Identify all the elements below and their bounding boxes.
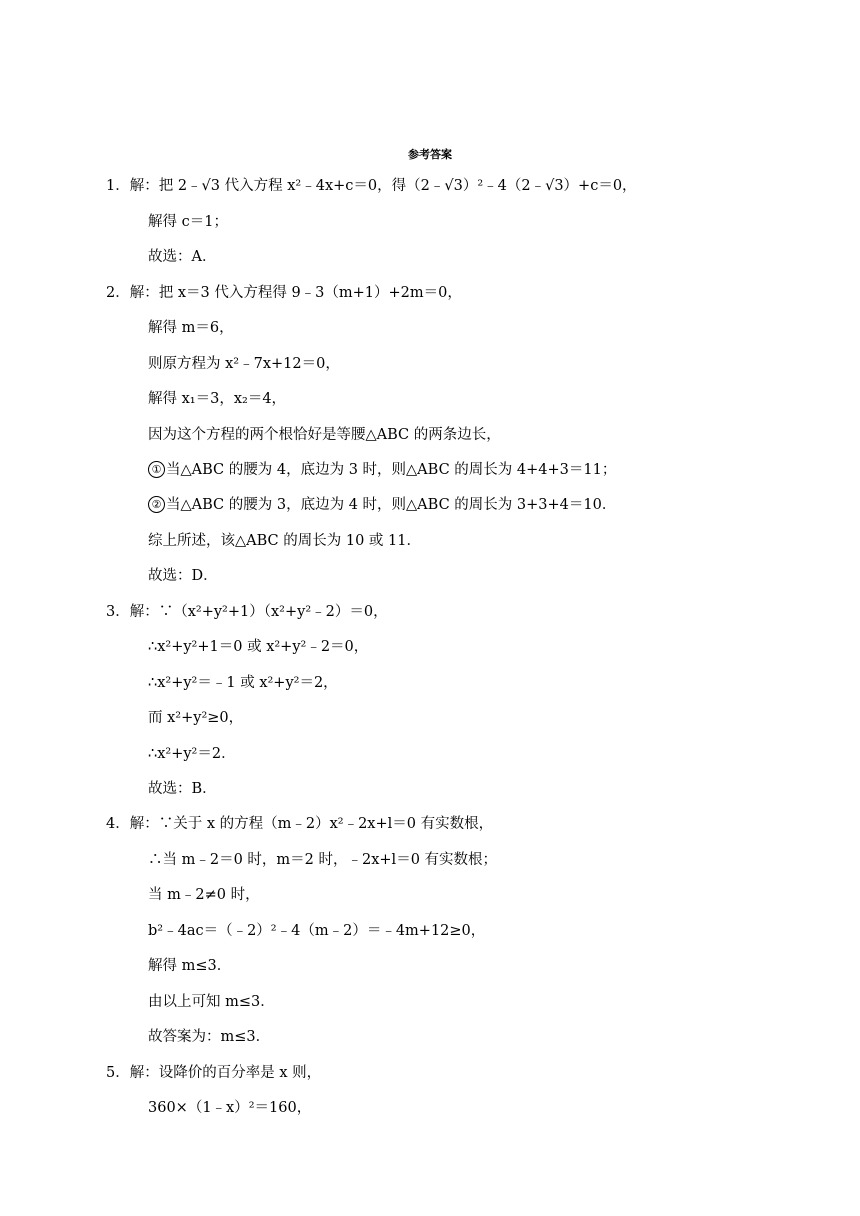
answer-line: 1．解：把 2﹣√3 代入方程 x²﹣4x+c＝0，得（2﹣√3）²﹣4（2﹣√3）+c＝0，	[106, 178, 637, 194]
answer-line: 故选：D．	[148, 568, 218, 584]
case-line	[148, 460, 616, 480]
answer-line: 4．解：∵关于 x 的方程（m﹣2）x²﹣2x+l＝0 有实数根，	[106, 816, 494, 832]
answer-line: 解得 m≤3．	[148, 958, 232, 974]
answer-line: 故答案为：m≤3．	[148, 1029, 271, 1045]
answer-line: 3．解：∵（x²+y²+1）（x²+y²﹣2）＝0，	[106, 604, 388, 620]
answer-line: ∴x²+y²＝﹣1 或 x²+y²＝2，	[148, 675, 338, 691]
answer-line: 解得 x₁＝3，x₂＝4，	[148, 391, 287, 407]
answer-line: 综上所述，该△ABC 的周长为 10 或 11．	[148, 533, 421, 549]
answer-line: 故选：A．	[148, 249, 217, 265]
case-text: 当△ABC 的腰为 3，底边为 4 时，则△ABC 的周长为 3+3+4＝10．	[166, 497, 617, 513]
answer-line: 则原方程为 x²﹣7x+12＝0，	[148, 356, 340, 372]
case-text: 当△ABC 的腰为 4，底边为 3 时，则△ABC 的周长为 4+4+3＝11；	[166, 462, 617, 478]
answer-line: 由以上可知 m≤3．	[148, 994, 275, 1010]
answer-line: ∴当 m﹣2＝0 时，m＝2 时，﹣2x+l＝0 有实数根；	[148, 852, 498, 868]
case-line	[148, 495, 616, 515]
answer-line: 5．解：设降价的百分率是 x 则，	[106, 1065, 322, 1081]
answer-line: 因为这个方程的两个根恰好是等腰△ABC 的两条边长，	[148, 427, 501, 443]
page-title: 参考答案	[408, 148, 452, 161]
answer-line: ∴x²+y²＝2．	[148, 746, 236, 762]
circled-number-marker: ②	[148, 496, 165, 513]
answer-line: 解得 c＝1；	[148, 214, 228, 230]
answer-line: 故选：B．	[148, 781, 217, 797]
answer-line: 当 m﹣2≠0 时，	[148, 887, 260, 903]
answer-line: 而 x²+y²≥0，	[148, 710, 244, 726]
answer-line: ∴x²+y²+1＝0 或 x²+y²﹣2＝0，	[148, 639, 369, 655]
answer-line: 2．解：把 x＝3 代入方程得 9﹣3（m+1）+2m＝0，	[106, 285, 462, 301]
answer-line: 360×（1﹣x）²＝160，	[148, 1100, 312, 1116]
answer-line: b²﹣4ac＝（﹣2）²﹣4（m﹣2）＝﹣4m+12≥0，	[148, 923, 486, 939]
answer-line: 解得 m＝6，	[148, 320, 234, 336]
circled-number-marker: ①	[148, 461, 165, 478]
